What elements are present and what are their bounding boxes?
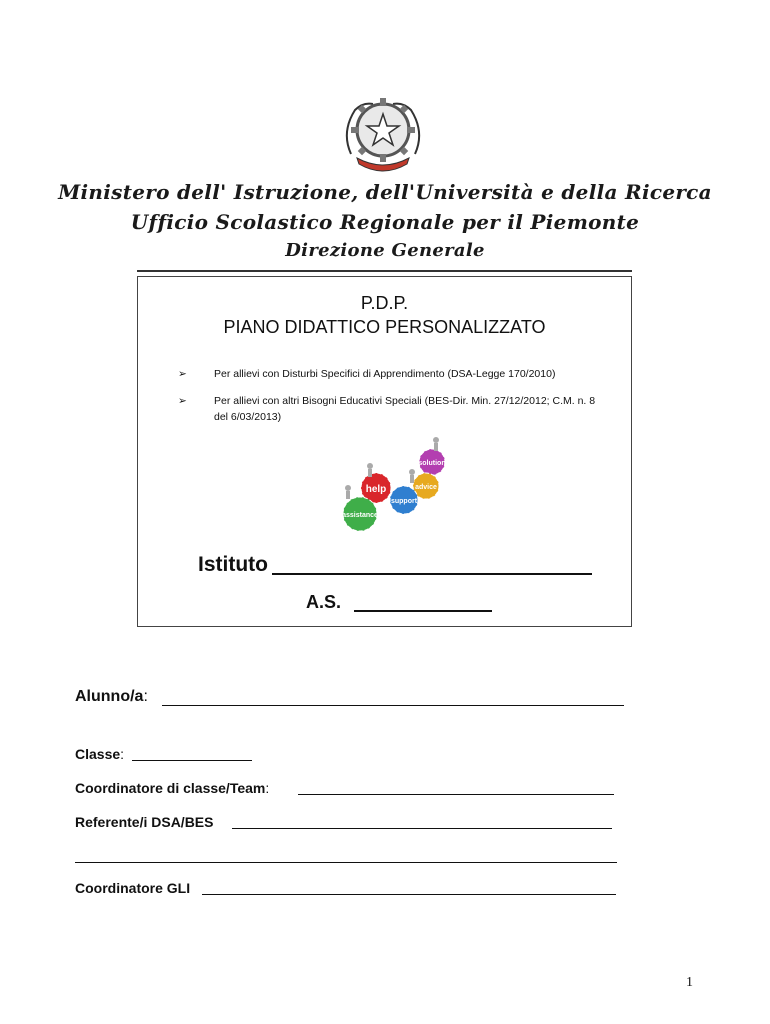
class-blank	[132, 760, 252, 761]
referent-label: Referente/i DSA/BES	[75, 814, 214, 830]
student-blank	[162, 705, 624, 706]
coordinator-blank	[298, 794, 614, 795]
gli-blank	[202, 894, 616, 895]
header-ministry: Ministero dell' Istruzione, dell'Università e della Ricerca	[58, 180, 712, 204]
republic-emblem-icon	[333, 92, 433, 182]
coordinator-label: Coordinatore di classe/Team	[75, 780, 266, 796]
colon: :	[120, 746, 125, 762]
istituto-blank	[272, 573, 592, 575]
school-year-label: A.S.	[306, 592, 342, 612]
colon: :	[143, 688, 148, 705]
gli-field	[75, 880, 190, 896]
bullet-text: Per allievi con altri Bisogni Educativi Speciali (BES-Dir. Min. 27/12/2012; C.M. n. 8 del 6/03/2013)	[214, 395, 596, 423]
gear-label-assistance: assistance	[342, 512, 378, 519]
referent-blank	[232, 828, 612, 829]
header-direction: Direzione Generale	[285, 240, 485, 261]
class-label: Classe	[75, 746, 121, 762]
istituto-label: Istituto	[198, 553, 268, 576]
page-number: 1	[686, 975, 693, 990]
bullet-bes	[178, 393, 608, 427]
student-label: Alunno/a	[75, 688, 144, 705]
gear-label-support: support	[390, 498, 418, 505]
bullet-dsa	[178, 366, 608, 384]
header-divider	[137, 270, 632, 272]
arrow-bullet-icon: ➢	[178, 395, 187, 407]
coordinator-field	[75, 780, 269, 796]
class-field	[75, 746, 124, 762]
school-year-blank	[354, 610, 492, 612]
colon: :	[265, 780, 270, 796]
referent-field	[75, 814, 213, 830]
gear-label-help: help	[365, 484, 387, 495]
gear-label-solution: solution	[418, 460, 446, 467]
pdp-subtitle: PIANO DIDATTICO PERSONALIZZATO	[223, 317, 546, 337]
pdp-title: P.D.P.	[360, 293, 409, 313]
gears-illustration	[336, 434, 460, 534]
arrow-bullet-icon: ➢	[178, 368, 187, 380]
gli-label: Coordinatore GLI	[75, 880, 191, 896]
gear-label-advice: advice	[415, 484, 437, 491]
bullet-text: Per allievi con Disturbi Specifici di Apprendimento (DSA-Legge 170/2010)	[214, 368, 556, 380]
student-field	[75, 688, 148, 706]
header-office: Ufficio Scolastico Regionale per il Piemonte	[130, 210, 640, 234]
extra-blank-line	[75, 862, 617, 863]
